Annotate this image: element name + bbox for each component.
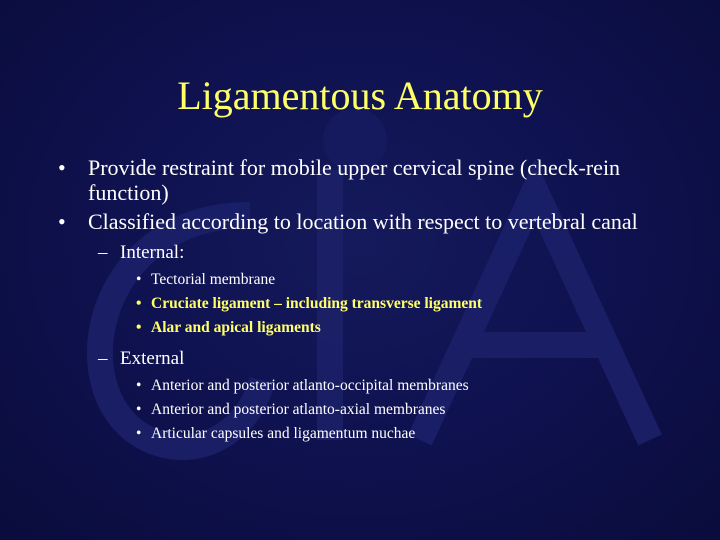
bullet-marker: • <box>136 401 142 418</box>
sub-bullet-text: Tectorial membrane <box>151 271 276 288</box>
sub-bullet-text: Articular capsules and ligamentum nuchae <box>151 425 416 442</box>
dash-marker: – <box>98 348 108 369</box>
sub-bullet-item <box>58 398 658 422</box>
sub-bullet-text: Anterior and posterior atlanto-axial membranes <box>151 401 446 418</box>
bullet-marker: • <box>136 425 142 442</box>
bullet-text: Classified according to location with respect to vertebral canal <box>88 209 638 234</box>
sub-bullet-text: Cruciate ligament – including transverse ligament <box>151 295 483 312</box>
sub-bullet-item-highlighted <box>58 292 658 316</box>
dash-marker: – <box>98 242 108 263</box>
bullet-marker: • <box>136 319 142 336</box>
sub-bullet-item <box>58 422 658 446</box>
sub-heading-text: External <box>120 348 185 369</box>
sub-bullet-item <box>58 374 658 398</box>
sub-bullet-text: Alar and apical ligaments <box>151 319 321 336</box>
sub-heading-internal <box>58 242 658 264</box>
bullet-marker: • <box>58 209 66 234</box>
bullet-text: Provide restraint for mobile upper cervical spine (check-rein function) <box>88 155 621 205</box>
bullet-marker: • <box>58 155 66 180</box>
bullet-item <box>58 209 658 234</box>
bullet-marker: • <box>136 295 142 312</box>
bullet-marker: • <box>136 271 142 288</box>
sub-bullet-item <box>58 268 658 292</box>
sub-bullet-item-highlighted <box>58 316 658 340</box>
slide-title: Ligamentous Anatomy <box>177 73 543 118</box>
bullet-marker: • <box>136 377 142 394</box>
slide-body <box>58 155 658 446</box>
bullet-item <box>58 155 658 205</box>
sub-heading-text: Internal: <box>120 242 185 263</box>
sub-bullet-text: Anterior and posterior atlanto-occipital membranes <box>151 377 469 394</box>
sub-heading-external <box>58 348 658 370</box>
